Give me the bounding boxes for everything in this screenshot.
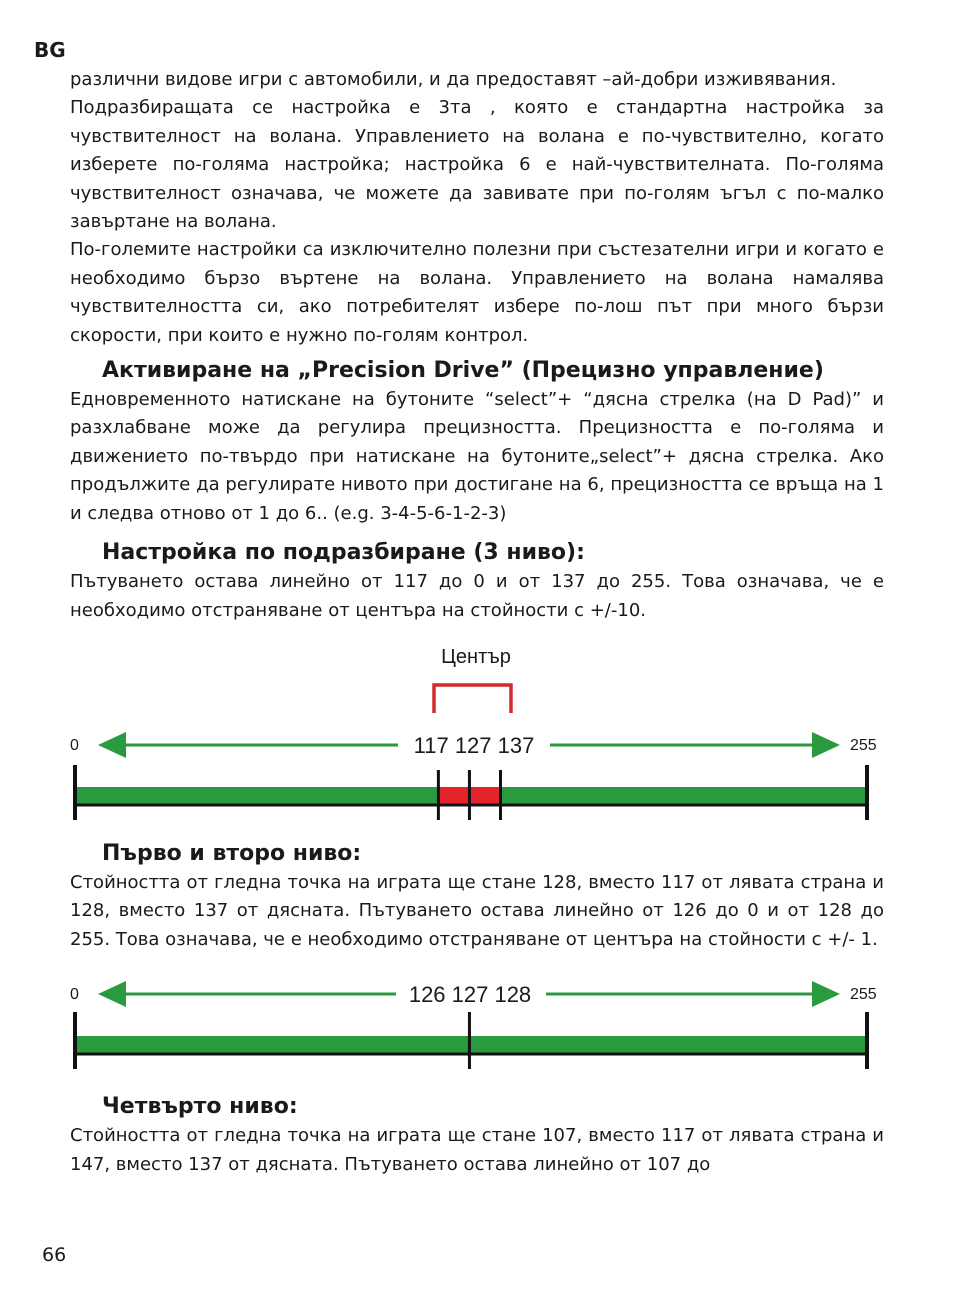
paragraph-default-level: Пътуването остава линейно от 117 до 0 и от 137 до 255. Това означава, че е необходимо отстраняване от центъра на стойности с +/-10. <box>70 571 884 621</box>
heading-fourth-level: Четвърто ниво: <box>102 1094 298 1120</box>
center-values-label: 117 127 137 <box>413 732 535 758</box>
left-arrow-head <box>98 981 126 1007</box>
paragraph-precision-drive: Едновременното натискане на бутоните “select”+ “дясна стрелка (на D Pad)” и разхлабване може да регулира прецизността. Прецизността е по-голяма и движението по-твърдо при натискане на бутоните„select”+ дясна стрелка. Ако продължите да регулирате нивото при достигане на 6, прецизността се връща на 1 и следва отново от 1 до 6.. (e.g. 3-4-5-6-1-2-3) <box>70 389 884 524</box>
full-bar <box>75 1036 867 1054</box>
diagram-first-second-level <box>0 954 954 1080</box>
heading-default-level: Настройка по подразбиране (3 ниво): <box>102 540 585 566</box>
language-tag: BG <box>34 38 66 62</box>
range-start-label: 0 <box>70 736 79 754</box>
heading-first-second-level: Първо и второ ниво: <box>102 840 362 866</box>
range-end-label: 255 <box>850 986 877 1004</box>
range-start-label: 0 <box>70 986 79 1004</box>
page-number: 66 <box>42 1244 67 1266</box>
center-label: Център <box>441 645 511 668</box>
left-bar <box>75 787 438 805</box>
paragraph-fourth-level: Стойността от гледна точка на играта ще стане 107, вместо 117 от лявата страна и 147, вместо 137 от дясната. Пътуването остава линейно от 107 до <box>70 1125 884 1175</box>
paragraph-first-second-level: Стойността от гледна точка на играта ще стане 128, вместо 117 от лявата страна и 128, вместо 137 от дясната. Пътуването остава линейно от 126 до 0 и от 128 до 255. Това означава, че е необходимо отстраняване от центъра на стойности с +/- 1. <box>70 871 884 950</box>
right-bar <box>501 787 867 805</box>
range-end-label: 255 <box>850 736 877 754</box>
right-arrow-head <box>812 732 840 758</box>
left-arrow-head <box>98 732 126 758</box>
paragraph-higher-settings: По-големите настройки са изключително полезни при състезателни игри и когато е необходимо бързо въртене на волана. Управлението на волана намалява чувствителността си, ако потребителят избере по-лош път при много бързи скорости, при които е нужно по-голям контрол. <box>70 239 884 346</box>
diagram-default-level <box>0 625 954 833</box>
right-arrow-head <box>812 981 840 1007</box>
paragraph-default-setting: Подразбиращата се настройка е 3та , която е стандартна настройка за чувствителност на волана. Управлението на волана е по-чувствително, когато изберете по-голяма настройка; настройка 6 е най-чувствителната. По-голяма чувствителност означава, че можете да завивате при по-голям ъгъл с по-малко завъртане на волана. <box>70 97 884 233</box>
page-content <box>70 66 884 1179</box>
center-bracket <box>434 685 511 713</box>
heading-precision-drive: Активиране на „Precision Drive” (Прецизно управление) <box>102 358 824 384</box>
center-values-label: 126 127 128 <box>408 982 532 1008</box>
paragraph-intro: различни видове игри с автомобили, и да предоставят –ай-добри изживявания. <box>70 69 837 90</box>
